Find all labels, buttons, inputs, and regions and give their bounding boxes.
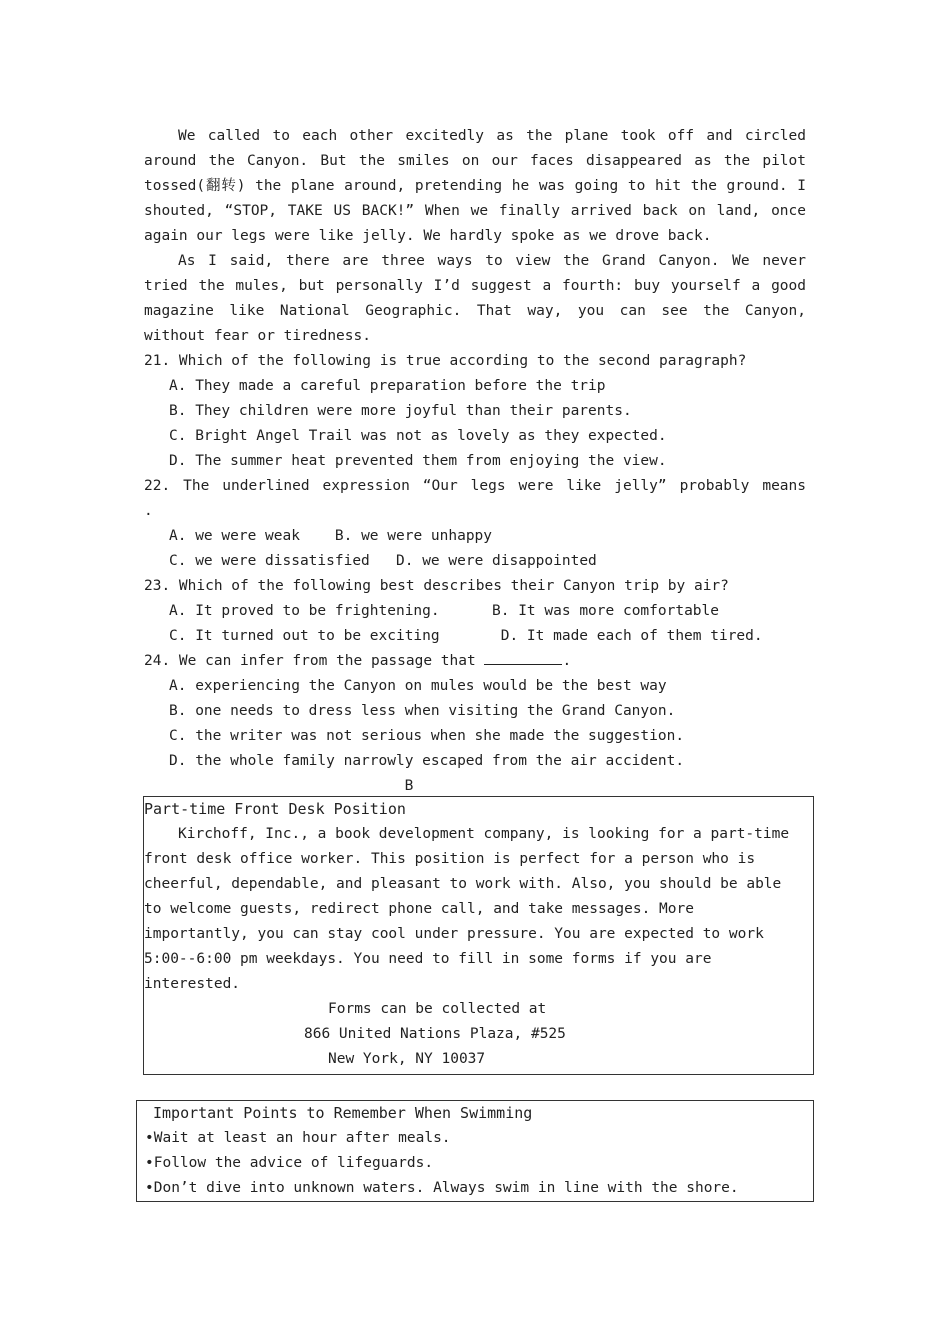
question-option: B. we were unhappy — [334, 528, 493, 544]
question-22-tail: . — [144, 503, 153, 519]
job-ad-body: Kirchoff, Inc., a book development company, is looking for a part-time front desk office worker. This position is perfect for a person who is cheerful, dependable, and pleasant to work with. Also, you should be able to welcome guests, redirect phone call, and take messages. More importantly, you can stay cool under pressure. You are expected to work 5:00--6:00 pm weekdays. You need to fill in some forms if you are interested. — [144, 826, 790, 992]
question-option: C. we were dissatisfied — [169, 553, 370, 569]
question-22-options-row — [144, 549, 806, 574]
job-ad-box — [143, 796, 814, 1075]
question-24-tail: . — [562, 653, 572, 669]
question-option: D. we were disappointed — [396, 553, 597, 569]
question-23-options-row — [144, 624, 806, 649]
answer-blank — [484, 650, 562, 665]
swimming-tip: •Wait at least an hour after meals. — [145, 1130, 451, 1146]
swimming-tips-title: Important Points to Remember When Swimming — [153, 1104, 533, 1122]
question-22-options-row — [144, 524, 806, 549]
job-ad-title: Part-time Front Desk Position — [144, 800, 406, 818]
question-option: A. They made a careful preparation before the trip — [169, 378, 606, 394]
passage-paragraph: We called to each other excitedly as the plane took off and circled around the Canyon. But the smiles on our faces disappeared as the pilot tossed(翻转) the plane around, pretending he was going to hit the ground. I shouted, “STOP, TAKE US BACK!” When we finally arrived back on land, once again our legs were like jelly. We hardly spoke as we drove back. — [144, 128, 806, 244]
reading-passage — [144, 124, 806, 799]
question-24-text: 24. We can infer from the passage that — [144, 653, 476, 669]
section-label: B — [404, 778, 414, 794]
passage-paragraph: As I said, there are three ways to view the Grand Canyon. We never tried the mules, but personally I’d suggest a fourth: buy yourself a good magazine like National Geographic. That way, you can see the Canyon, without fear or tiredness. — [144, 253, 806, 344]
swimming-tip: •Don’t dive into unknown waters. Always swim in line with the shore. — [145, 1180, 739, 1196]
swimming-tip: •Follow the advice of lifeguards. — [145, 1155, 434, 1171]
question-22-stem: 22. The underlined expression “Our legs were like jelly” probably means — [144, 478, 806, 494]
question-option: C. It turned out to be exciting — [169, 628, 440, 644]
question-option: B. one needs to dress less when visiting the Grand Canyon. — [169, 703, 676, 719]
question-option: A. experiencing the Canyon on mules would be the best way — [169, 678, 667, 694]
question-23-stem: 23. Which of the following best describes their Canyon trip by air? — [144, 578, 729, 594]
question-option: A. we were weak — [169, 528, 300, 544]
question-option: B. They children were more joyful than their parents. — [169, 403, 632, 419]
question-23-options-row — [144, 599, 806, 624]
job-ad-address-line: Forms can be collected at — [328, 1001, 547, 1017]
question-option: A. It proved to be frightening. — [169, 603, 440, 619]
question-option: C. Bright Angel Trail was not as lovely as they expected. — [169, 428, 667, 444]
question-option: C. the writer was not serious when she made the suggestion. — [169, 728, 685, 744]
question-option: D. The summer heat prevented them from enjoying the view. — [169, 453, 667, 469]
swimming-tips-box — [136, 1100, 814, 1202]
job-ad-address-line: New York, NY 10037 — [328, 1051, 486, 1067]
question-24-stem — [144, 649, 806, 674]
question-option: B. It was more comfortable — [492, 603, 719, 619]
question-21-stem: 21. Which of the following is true according to the second paragraph? — [144, 353, 747, 369]
question-option: D. It made each of them tired. — [500, 628, 763, 644]
job-ad-address-line: 866 United Nations Plaza, #525 — [304, 1026, 566, 1042]
question-option: D. the whole family narrowly escaped from the air accident. — [169, 753, 685, 769]
